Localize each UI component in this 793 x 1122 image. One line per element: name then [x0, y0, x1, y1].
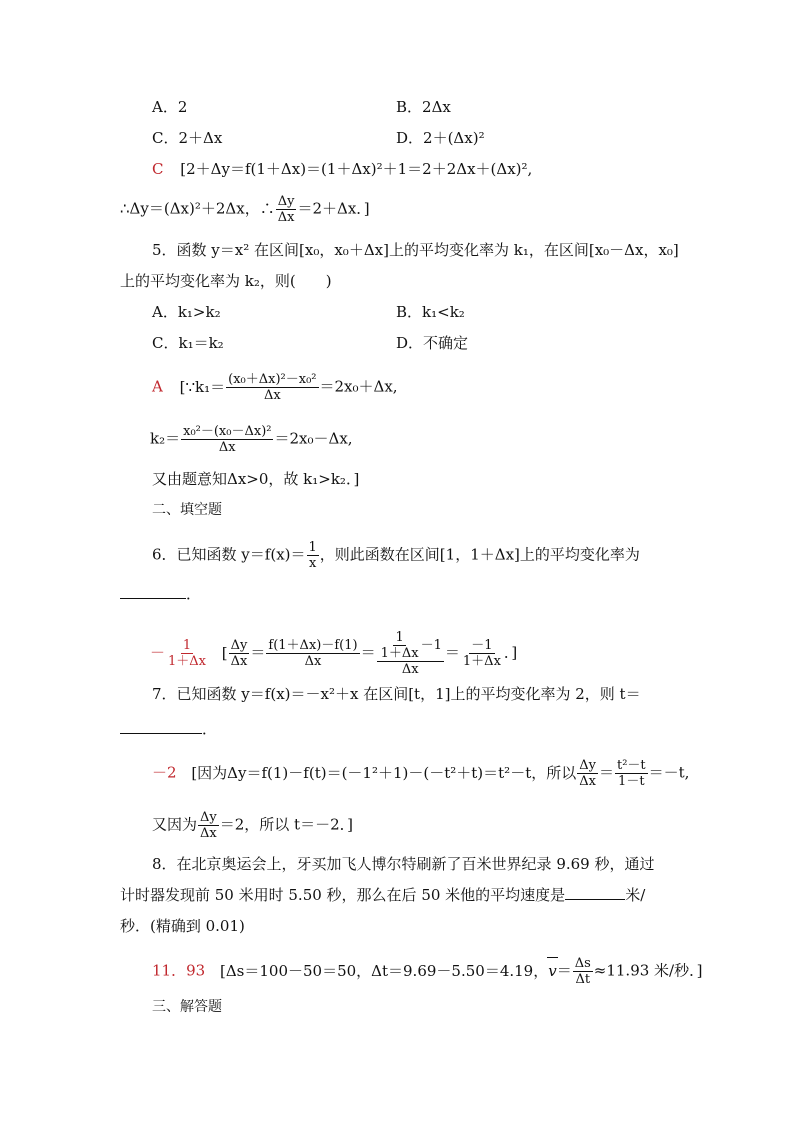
q6-stem-post: ，则此函数在区间[1，1＋Δx]上的平均变化率为 — [319, 545, 640, 564]
q5-option-a: A．k₁>k₂ — [152, 303, 221, 321]
q6-f1: $\frac{\Delta y}{\Delta x}$ — [230, 638, 248, 669]
q5-sol2-pre: k₂＝ — [150, 429, 181, 448]
q6-f2: $\frac{f(1+\Delta x)-f(1)}{\Delta x}$ — [268, 638, 358, 669]
q6-f3: 1 1＋Δx －1 Δx — [377, 630, 444, 677]
q4-fraction: $\frac{\Delta y}{\Delta x}$ — [277, 194, 295, 225]
q7-sol2-pre: 又因为 — [152, 815, 198, 834]
q5-solution-line2 — [150, 424, 353, 455]
q6-stem-pre: 6．已知函数 y＝f(x)＝ — [152, 545, 306, 564]
q5-stem-line1: 5．函数 y＝x² 在区间[x₀，x₀＋Δx]上的平均变化率为 k₁，在区间[x₀－Δx，x₀] — [152, 241, 679, 259]
q8-sol-pre: [Δs＝100－50＝50，Δt＝9.69－5.50＝4.19， — [219, 961, 549, 980]
q5-answer: A — [152, 377, 163, 396]
q5-solution-line3: 又由题意知Δx>0，故 k₁>k₂．] — [152, 470, 360, 488]
q7-solution-line1: －2 [因为Δy＝f(1)－f(t)＝(－1²＋1)－(－t²＋t)＝t²－t，所以 $\frac{\Delta y}{\Delta x}$ ＝ $\frac{\text{t²－t}}{1-t}$ ＝－t, — [152, 758, 690, 789]
q5-sol1-post: ＝2x₀＋Δx, — [319, 377, 398, 396]
q8-stem-line2: 计时器发现前 50 米用时 5.50 秒，那么在后 50 米他的平均速度是 米/ — [120, 886, 646, 904]
q8-velocity-symbol: v — [548, 961, 557, 980]
q8-stem-line3: 秒．(精确到 0.01) — [120, 917, 245, 935]
q7-answer: －2 — [152, 763, 177, 782]
q4-option-d: D．2＋(Δx)² — [396, 129, 485, 147]
q7-f2: $\frac{\text{t²－t}}{1-t}$ — [616, 758, 646, 789]
q4-option-c: C．2＋Δx — [152, 129, 223, 147]
q8-solution: 11．93 [Δs＝100－50＝50，Δt＝9.69－5.50＝4.19，v＝ $\frac{\Delta s}{\Delta t}$ ≈11.93 米/秒．] — [152, 956, 703, 987]
section-answer-title: 三、解答题 — [152, 999, 222, 1015]
q7-solution-line2: 又因为 $\frac{\Delta y}{\Delta x}$ ＝2，所以 t＝－2．] — [152, 810, 353, 841]
q5-sol1-pre: [∵k₁＝ — [179, 377, 226, 396]
q4-solution-line2 — [120, 194, 370, 225]
q5-k1-fraction: $\frac{\text{(x₀＋Δx)²－x₀²}}{\Delta x}$ — [228, 372, 317, 403]
q6-f4: $\frac{-1}{1+\Delta x}$ — [462, 638, 501, 669]
q8-answer: 11．93 — [152, 961, 206, 980]
q6-answer-fraction: $\frac{1}{1+\Delta x}$ — [168, 638, 207, 669]
q4-sol-text: [2＋Δy＝f(1＋Δx)＝(1＋Δx)²＋1＝2＋2Δx＋(Δx)², — [180, 160, 533, 178]
q7-f1: $\frac{\Delta y}{\Delta x}$ — [579, 758, 596, 789]
q5-stem-line2: 上的平均变化率为 k₂，则( ) — [120, 272, 332, 290]
q4-option-a: A．2 — [152, 98, 188, 116]
q7-f3: $\frac{\Delta y}{\Delta x}$ — [200, 810, 217, 841]
q5-option-d: D．不确定 — [396, 334, 469, 352]
q6-sol-open: [ — [221, 643, 228, 662]
q8-stem-line1: 8．在北京奥运会上，牙买加飞人博尔特刷新了百米世界纪录 9.69 秒，通过 — [152, 855, 655, 873]
q4-option-b: B．2Δx — [396, 98, 451, 116]
q6-blank-line: ． — [120, 584, 201, 604]
q4-sol2-post: ＝2＋Δx．] — [297, 199, 370, 218]
q6-stem — [152, 540, 640, 571]
q5-solution-line1 — [152, 372, 398, 403]
section-fill-in-title: 二、填空题 — [152, 502, 222, 518]
q4-sol2-pre: ∴Δy＝(Δx)²＋2Δx，∴ — [120, 199, 275, 218]
q6-answer-sign: － — [150, 643, 166, 662]
q4-answer: C — [152, 160, 164, 178]
q5-k2-fraction: $\frac{\text{x₀²－(x₀－Δx)²}}{\Delta x}$ — [183, 424, 272, 455]
q7-stem-line1: 7．已知函数 y＝f(x)＝－x²＋x 在区间[t，1]上的平均变化率为 2，则 t＝ — [152, 685, 641, 703]
q7-blank-line: ． — [120, 719, 217, 739]
q6-answer-blank[interactable] — [120, 584, 186, 599]
q6-function-fraction: $\frac{1}{x}$ — [308, 540, 317, 571]
q7-sol1-pre: [因为Δy＝f(1)－f(t)＝(－1²＋1)－(－t²＋t)＝t²－t，所以 — [191, 763, 577, 782]
q8-answer-blank[interactable] — [565, 885, 625, 900]
q8-fraction: $\frac{\Delta s}{\Delta t}$ — [574, 956, 591, 987]
q6-solution: － $\frac{1}{1+\Delta x}$ [ $\frac{\Delta y}{\Delta x}$ ＝ $\frac{f(1+\Delta x)-f(1)}{\Delta x}$ ＝ 1 1＋Δx －1 Δx ＝ $\frac{-1}{1+\Delta x}$ ．] — [150, 630, 518, 677]
q7-answer-blank[interactable] — [120, 719, 202, 734]
q5-option-b: B．k₁<k₂ — [396, 303, 465, 321]
q4-solution-line1 — [152, 159, 532, 179]
q5-option-c: C．k₁＝k₂ — [152, 334, 224, 352]
q5-sol2-post: ＝2x₀－Δx, — [274, 429, 353, 448]
